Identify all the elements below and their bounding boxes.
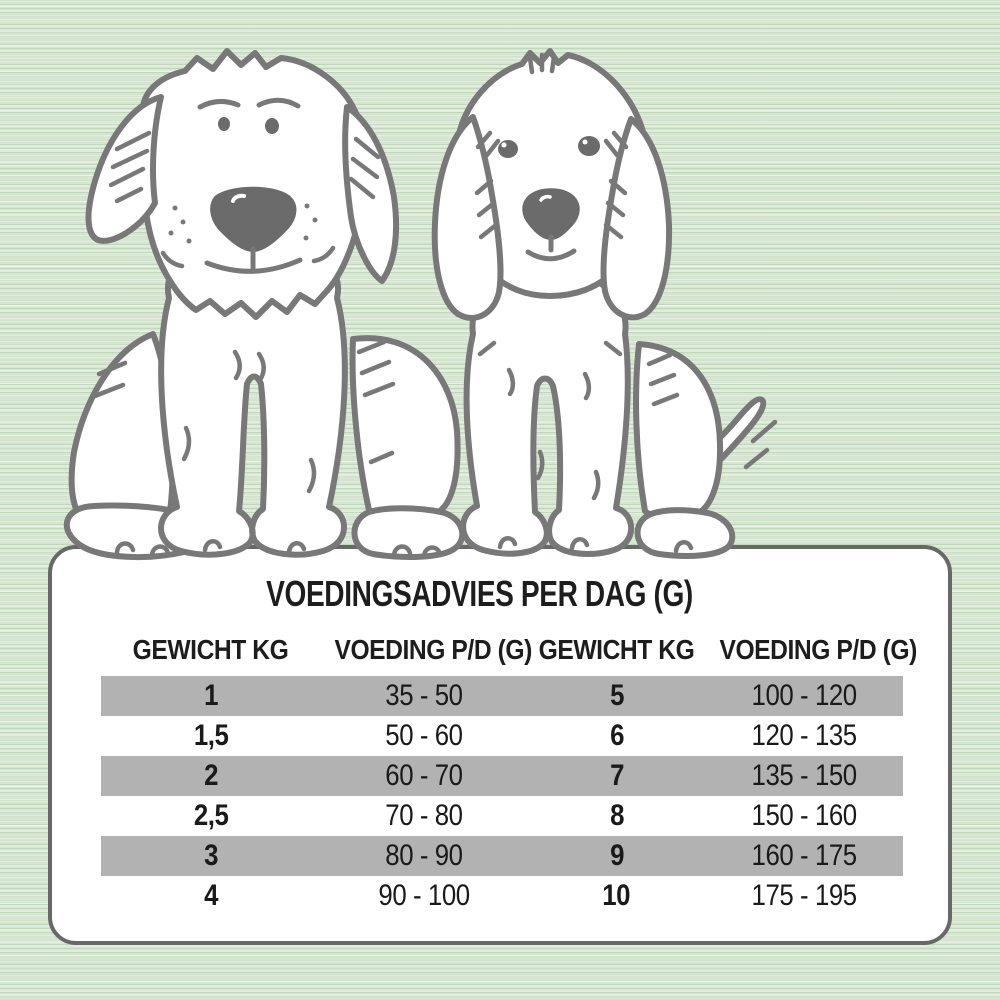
tail-motion-lines — [746, 422, 775, 467]
left-puppy-freckles — [169, 204, 318, 244]
table-row — [101, 676, 903, 716]
weight-kg-cell: 4 — [203, 879, 218, 912]
table-row — [101, 876, 903, 916]
weight-kg-cell: 3 — [203, 839, 218, 872]
weight-kg-cell: 7 — [609, 759, 624, 792]
weight-kg-cell: 1,5 — [193, 719, 229, 752]
column-header-weight-left: GEWICHT KG — [132, 634, 289, 665]
panel-title — [52, 573, 948, 615]
right-puppy — [435, 51, 775, 556]
food-per-day-cell: 80 - 90 — [385, 839, 463, 872]
food-per-day-cell: 50 - 60 — [385, 719, 463, 752]
left-puppy-ear — [89, 97, 161, 241]
right-puppy-ear — [435, 117, 501, 318]
table-row — [101, 716, 903, 756]
right-puppy-eye — [578, 136, 600, 156]
food-per-day-cell: 100 - 120 — [751, 679, 857, 712]
weight-kg-cell: 2,5 — [193, 799, 229, 832]
food-per-day-cell: 160 - 175 — [751, 839, 857, 872]
food-per-day-cell: 70 - 80 — [385, 799, 463, 832]
feeding-table-panel — [48, 545, 952, 945]
weight-kg-cell: 2 — [203, 759, 218, 792]
right-puppy-ear — [604, 119, 670, 317]
table-row — [101, 756, 903, 796]
right-puppy-nose — [525, 191, 577, 237]
right-puppy-head-tuft — [530, 55, 554, 72]
column-header-food-right: VOEDING P/D (G) — [719, 634, 917, 665]
table-row — [101, 796, 903, 836]
food-per-day-cell: 175 - 195 — [751, 879, 857, 912]
left-puppy — [67, 51, 462, 557]
weight-kg-cell: 5 — [609, 679, 624, 712]
table-row — [101, 836, 903, 876]
panel-title-text: VOEDINGSADVIES PER DAG (G) — [266, 573, 694, 614]
right-puppy-tail — [670, 399, 763, 495]
food-per-day-cell: 135 - 150 — [751, 759, 857, 792]
food-per-day-cell: 90 - 100 — [378, 879, 470, 912]
left-puppy-nose — [213, 190, 293, 249]
table-header-row — [101, 633, 917, 667]
column-header-weight-right: GEWICHT KG — [538, 634, 695, 665]
right-puppy-mouth — [528, 237, 574, 259]
food-per-day-cell: 150 - 160 — [751, 799, 857, 832]
column-header-food-left: VOEDING P/D (G) — [334, 634, 532, 665]
right-puppy-eye — [498, 140, 518, 158]
food-per-day-cell: 60 - 70 — [385, 759, 463, 792]
food-per-day-cell: 120 - 135 — [751, 719, 857, 752]
left-puppy-mouth — [207, 249, 300, 271]
left-puppy-eye — [265, 118, 279, 134]
weight-kg-cell: 1 — [203, 679, 218, 712]
food-per-day-cell: 35 - 50 — [385, 679, 463, 712]
left-puppy-ear — [345, 107, 396, 281]
table-body — [101, 676, 903, 916]
left-puppy-eyebrows — [200, 100, 298, 107]
weight-kg-cell: 9 — [609, 839, 624, 872]
left-puppy-eye — [218, 117, 230, 131]
weight-kg-cell: 8 — [609, 799, 624, 832]
weight-kg-cell: 10 — [602, 879, 631, 912]
weight-kg-cell: 6 — [609, 719, 624, 752]
